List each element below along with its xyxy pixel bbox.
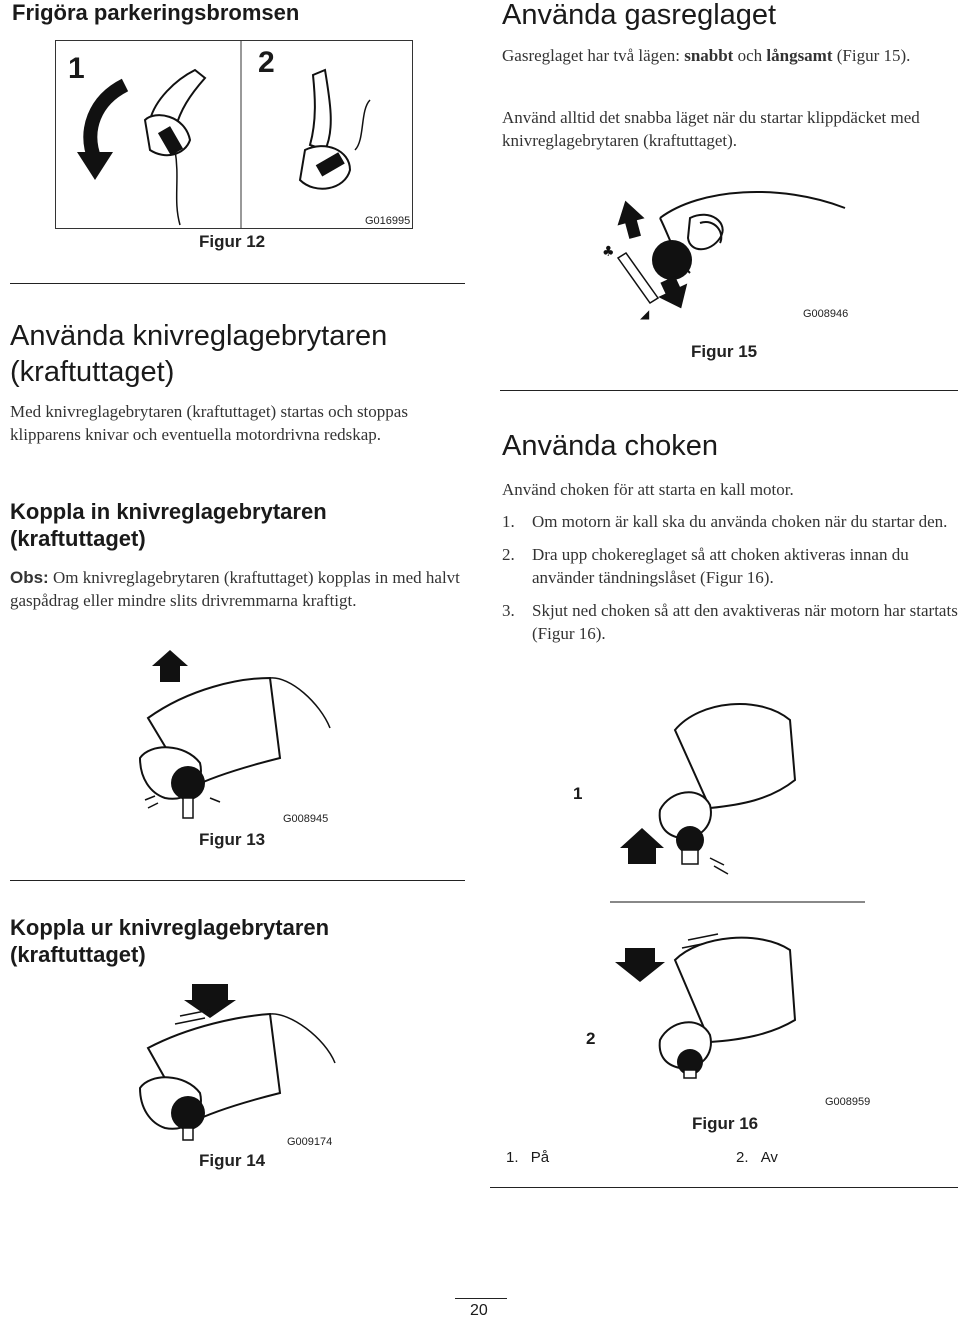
page-number: 20 — [470, 1302, 488, 1319]
figure-12-label-2: 2 — [258, 46, 275, 79]
figure-15-caption: Figur 15 — [691, 342, 758, 361]
step-number: 1. — [502, 512, 515, 531]
figure-14 — [130, 978, 430, 1163]
choke-step-3 — [502, 599, 960, 645]
figure-13-illustration — [130, 648, 430, 838]
step-number: 3. — [502, 601, 515, 620]
figure-14-code: G009174 — [287, 1136, 333, 1148]
figure-13-code: G008945 — [283, 813, 329, 825]
choke-intro: Använd choken för att starta en kall motor. — [502, 480, 794, 499]
svg-text:◢: ◢ — [640, 307, 650, 321]
note-label: Obs: — [10, 568, 49, 587]
figure-12-label-1: 1 — [68, 52, 85, 85]
choke-step-2 — [502, 543, 960, 589]
divider — [490, 1187, 958, 1188]
figure-15-code: G008946 — [803, 308, 849, 320]
choke-steps — [502, 510, 960, 655]
figure-16-caption: Figur 16 — [692, 1114, 759, 1133]
throttle-p1-e: (Figur 15). — [832, 46, 911, 65]
figure-12-illustration — [55, 40, 415, 230]
heading-throttle: Använda gasreglaget — [502, 0, 777, 31]
figure-16-label-1: 1 — [573, 784, 583, 803]
throttle-slow: långsamt — [766, 46, 833, 65]
throttle-para-1 — [502, 44, 957, 67]
divider — [500, 390, 958, 391]
svg-text:♣: ♣ — [602, 244, 615, 260]
legend-text: Av — [760, 1149, 778, 1166]
step-text: Skjut ned choken så att den avaktiveras när motorn har startats (Figur 16). — [532, 601, 958, 643]
figure-16-code: G008959 — [825, 1096, 871, 1108]
heading-engage-line1: Koppla in knivreglagebrytaren — [10, 499, 327, 524]
blade-switch-description: Med knivreglagebrytaren (kraftuttaget) startas och stoppas klipparens knivar och eventuella motordrivna redskap. — [10, 402, 408, 444]
heading-engage-line2: (kraftuttaget) — [10, 526, 146, 551]
figure-12 — [55, 40, 415, 230]
figure-16-legend-2 — [736, 1149, 778, 1166]
note-text: Om knivreglagebrytaren (kraftuttaget) kopplas in med halvt gaspådrag eller mindre slits drivremmarna kraftigt. — [10, 568, 460, 610]
throttle-para-2: Använd alltid det snabba läget när du startar klippdäcket med knivreglagebrytaren (kraftuttaget). — [502, 108, 920, 150]
choke-step-1 — [502, 510, 960, 533]
throttle-p1-c: och — [733, 46, 767, 65]
heading-choke: Använda choken — [502, 430, 719, 462]
divider — [10, 880, 465, 881]
figure-14-caption: Figur 14 — [199, 1151, 266, 1170]
heading-disengage-line1: Koppla ur knivreglagebrytaren — [10, 915, 330, 940]
figure-13-caption: Figur 13 — [199, 830, 266, 849]
step-text: Om motorn är kall ska du använda choken när du startar den. — [532, 512, 948, 531]
figure-14-illustration — [130, 978, 430, 1163]
figure-16-legend-1 — [506, 1149, 549, 1166]
figure-16 — [610, 690, 900, 1100]
divider — [10, 283, 465, 284]
heading-parking-brake: Frigöra parkeringsbromsen — [12, 0, 300, 25]
heading-blade-switch-line1: Använda knivreglagebrytaren — [10, 320, 388, 352]
figure-12-code: G016995 — [365, 215, 411, 227]
figure-16-label-2: 2 — [586, 1029, 596, 1048]
figure-16-illustration — [610, 690, 900, 1100]
legend-text: På — [530, 1149, 550, 1166]
footer-rule — [455, 1298, 507, 1299]
engage-note — [10, 566, 465, 612]
legend-number: 2. — [736, 1149, 749, 1166]
figure-13 — [130, 648, 430, 838]
throttle-fast: snabbt — [684, 46, 734, 65]
heading-engage-blade — [10, 498, 327, 552]
heading-blade-switch-line2: (kraftuttaget) — [10, 356, 175, 388]
step-number: 2. — [502, 545, 515, 564]
legend-number: 1. — [506, 1149, 519, 1166]
throttle-p1-a: Gasreglaget har två lägen: — [502, 46, 685, 65]
step-text: Dra upp chokereglaget så att choken aktiveras innan du använder tändningslåset (Figur 16). — [532, 545, 909, 587]
figure-12-caption: Figur 12 — [199, 232, 266, 251]
heading-disengage-blade — [10, 914, 329, 968]
heading-blade-switch — [10, 318, 387, 390]
heading-disengage-line2: (kraftuttaget) — [10, 942, 146, 967]
